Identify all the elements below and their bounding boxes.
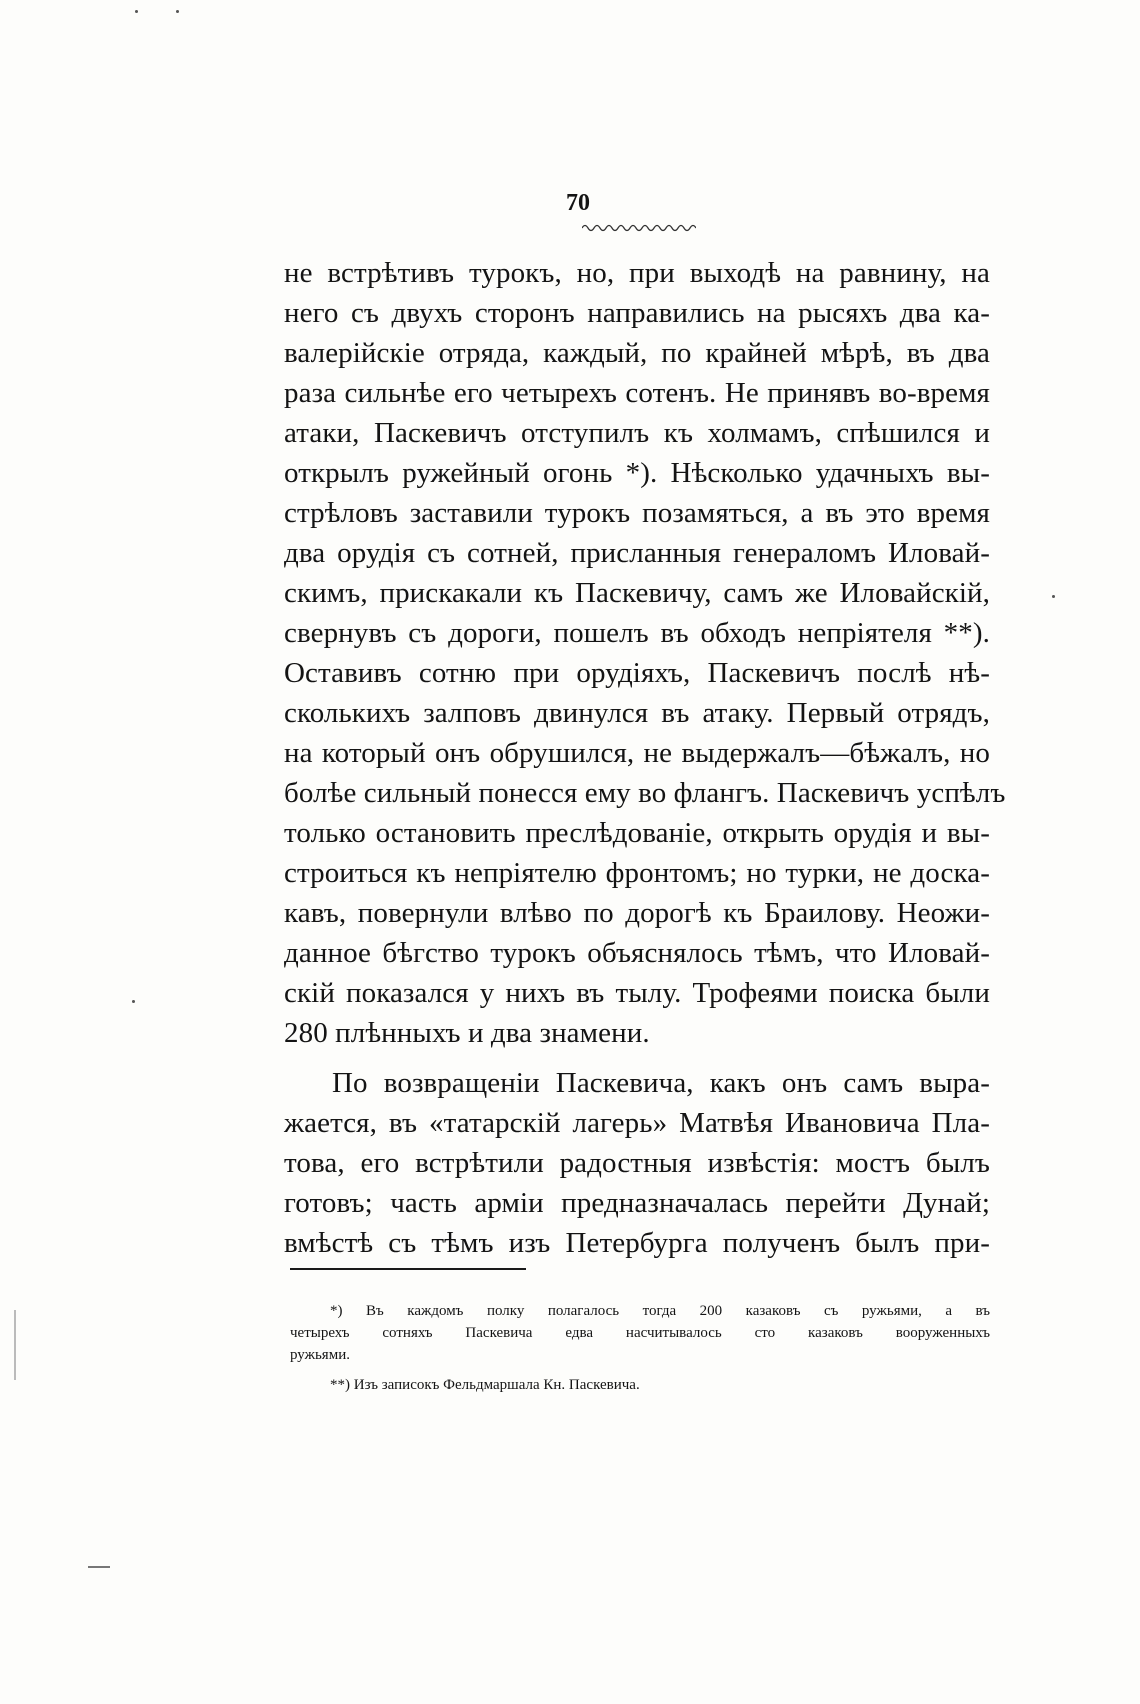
text-line: това, его встрѣтили радостныя извѣстiя: мостъ былъ	[284, 1147, 990, 1179]
text-line: раза сильнѣе его четырехъ сотенъ. Не принявъ во-время	[284, 377, 990, 409]
text-line: Оставивъ сотню при орудiяхъ, Паскевичъ послѣ нѣ-	[284, 657, 990, 689]
text-line: не встрѣтивъ турокъ, но, при выходѣ на равнину, на	[284, 257, 990, 289]
text-line: сколькихъ залповъ двинулся въ атаку. Первый отрядъ,	[284, 697, 990, 729]
text-line: жается, въ «татарскiй лагерь» Матвѣя Ивановича Пла-	[284, 1107, 990, 1139]
footnote-line: **) Изъ записокъ Фельдмаршала Кн. Паскевича.	[330, 1377, 640, 1393]
text-line: два орудiя съ сотней, присланныя генераломъ Иловай-	[284, 537, 990, 569]
text-line: кавъ, повернули влѣво по дорогѣ къ Браилову. Неожи-	[284, 897, 990, 929]
footnote-line: ружьями.	[290, 1347, 350, 1363]
text-line: стрѣловъ заставили турокъ позамяться, а въ это время	[284, 497, 990, 529]
text-line: валерiйскiе отряда, каждый, по крайней мѣрѣ, въ два	[284, 337, 990, 369]
footnote-line: четырехъ сотняхъ Паскевича едва насчитывалось сто казаковъ вооруженныхъ	[290, 1325, 990, 1341]
text-line: вмѣстѣ съ тѣмъ изъ Петербурга полученъ былъ при-	[284, 1227, 990, 1259]
text-line: болѣе сильный понесся ему во флангъ. Паскевичъ успѣлъ	[284, 777, 1006, 809]
scan-speck	[132, 1000, 135, 1003]
scan-speck	[1052, 595, 1055, 598]
footnote-line: *) Въ каждомъ полку полагалось тогда 200 казаковъ съ ружьями, а въ	[330, 1303, 990, 1319]
ornamental-wavy-rule	[582, 223, 696, 233]
scan-edge-mark	[88, 1566, 110, 1568]
text-line: скимъ, прискакали къ Паскевичу, самъ же Иловайскiй,	[284, 577, 990, 609]
text-line: данное бѣгство турокъ объяснялось тѣмъ, что Иловай-	[284, 937, 990, 969]
text-line: готовъ; часть армiи предназначалась перейти Дунай;	[284, 1187, 990, 1219]
text-line: атаки, Паскевичъ отступилъ къ холмамъ, спѣшился и	[284, 417, 990, 449]
scan-speck	[176, 10, 179, 13]
scan-edge-mark	[14, 1310, 16, 1380]
page-number: 70	[566, 190, 590, 216]
text-line: на который онъ обрушился, не выдержалъ—бѣжалъ, но	[284, 737, 990, 769]
text-line: 280 плѣнныхъ и два знамени.	[284, 1017, 650, 1049]
text-line: открылъ ружейный огонь *). Нѣсколько удачныхъ вы-	[284, 457, 990, 489]
footnote-divider	[290, 1268, 526, 1270]
text-line: свернувъ съ дороги, пошелъ въ обходъ непрiятеля **).	[284, 617, 990, 649]
text-line: только остановить преслѣдованiе, открыть орудiя и вы-	[284, 817, 990, 849]
text-line: него съ двухъ сторонъ направились на рысяхъ два ка-	[284, 297, 990, 329]
text-line: скiй показался у нихъ въ тылу. Трофеями поиска были	[284, 977, 990, 1009]
text-line: По возвращенiи Паскевича, какъ онъ самъ выра-	[332, 1067, 990, 1099]
text-line: строиться къ непрiятелю фронтомъ; но турки, не доска-	[284, 857, 990, 889]
scan-speck	[135, 10, 138, 13]
